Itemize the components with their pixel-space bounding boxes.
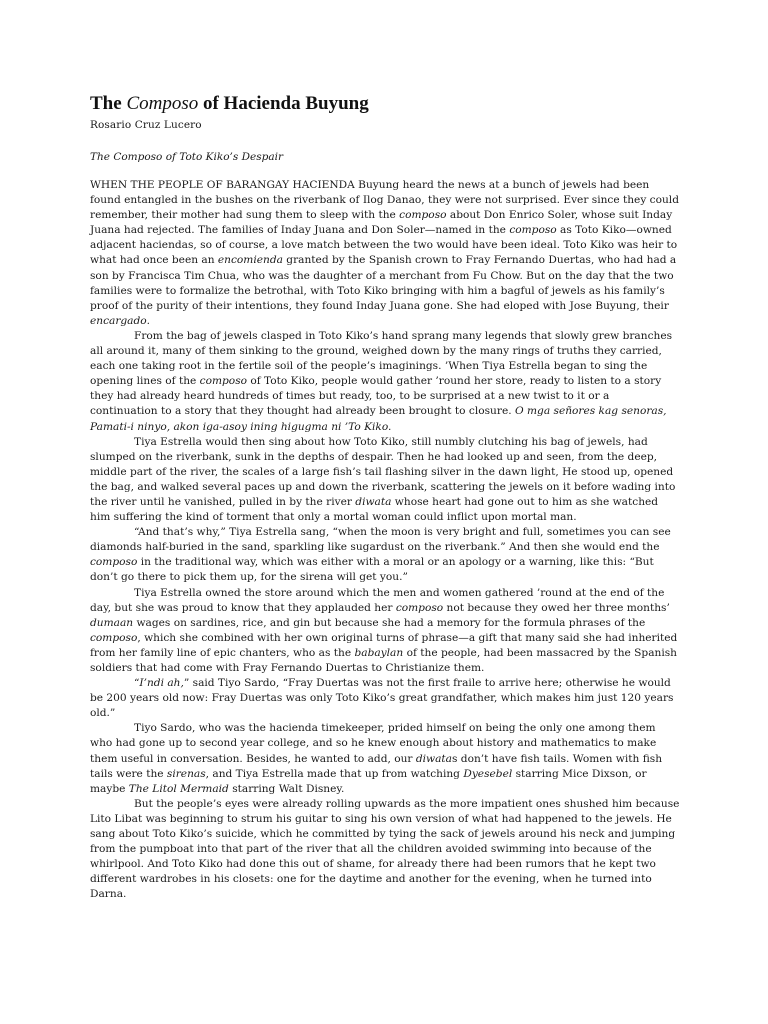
paragraph: Tiyo Sardo, who was the hacienda timekeeper, prided himself on being the only one among them who had gone up to second year college, and so he knew enough about history and mathematics to make them useful in conversation. Besides, he wanted to add, our diwatas don’t have fish tails. Women with fish tails were the sirenas, and Tiya Estrella made that up from watching Dyesebel starring Mice Dixson, or maybe The Litol Mermaid starring Walt Disney.: [90, 722, 663, 795]
paragraph: WHEN THE PEOPLE OF BARANGAY HACIENDA Buyung heard the news at a bunch of jewels had been found entangled in the bushes on the riverbank of Ilog Danao, they were not surprised. Ever since they could remember, their mother had sung them to sleep with the composo about Don Enrico Soler, whose suit Inday Juana had rejected. The families of Inday Juana and Don Soler—named in the composo as Toto Kiko—owned adjacent haciendas, so of course, a love match between the two would have been ideal. Toto Kiko was heir to what had once been an encomienda granted by the Spanish crown to Fray Fernando Duertas, who had had a son by Francisca Tim Chua, who was the daughter of a merchant from Fu Chow. But on the day that the two families were to formalize the betrothal, with Toto Kiko bringing with him a bagful of jewels as his family’s proof of the purity of their intentions, they found Inday Juana gone. She had eloped with Jose Buyung, their encargado.: [90, 179, 679, 327]
paragraph: “I’ndi ah,” said Tiyo Sardo, “Fray Duertas was not the first fraile to arrive here; otherwise he would be 200 years old now: Fray Duertas was only Toto Kiko’s great grandfather, which makes him just 120 years old.”: [90, 677, 674, 720]
paragraph: Tiya Estrella owned the store around which the men and women gathered ’round at the end of the day, but she was proud to know that they applauded her composo not because they owed her three months’ dumaan wages on sardines, rice, and gin but because she had a memory for the formula phrases of the composo, which she combined with her own original turns of phrase—a gift that many said she had inherited from her family line of epic chanters, who as the babaylan of the people, had been massacred by the Spanish soldiers that had come with Fray Fernando Duertas to Christianize them.: [90, 586, 678, 674]
author-name: Rosario Cruz Lucero: [90, 119, 202, 131]
paragraph: “And that’s why,” Tiya Estrella sang, “when the moon is very bright and full, sometimes you can see diamonds half-buried in the sand, sparkling like sugardust on the riverbank.” And then she would end the composo in the traditional way, which was either with a moral or an apology or a warning, like this: “But don’t go there to pick them up, for the sirena will get you.”: [90, 526, 671, 584]
paragraph: But the people’s eyes were already rolling upwards as the more impatient ones shushed him because Lito Libat was beginning to strum his guitar to sing his own version of what had happened to the jewels. He sang about Toto Kiko’s suicide, which he committed by tying the sack of jewels around his neck and jumping from the pumpboat into that part of the river that all the children avoided swimming into because of the whirlpool. And Toto Kiko had done this out of shame, for already there had been rumors that he kept two different wardrobes in his closets: one for the daytime and another for the evening, when he turned into Darna.: [90, 797, 680, 901]
section-subtitle: The Composo of Toto Kiko’s Despair: [90, 151, 283, 163]
document-body: [90, 178, 680, 903]
paragraph: From the bag of jewels clasped in Toto Kiko’s hand sprang many legends that slowly grew branches all around it, many of them sinking to the ground, weighed down by the many rings of truths they carried, each one taking root in the fertile soil of the people’s imaginings. ’When Tiya Estrella began to sing the opening lines of the composo of Toto Kiko, people would gather ’round her store, ready to listen to a story they had already heard hundreds of times but ready, too, to be surprised at a new twist to it or a continuation to a story that they thought had already been brought to closure. O mga señores kag senoras, Pamati-i ninyo, akon iga-asoy ining higugma ni ’To Kiko.: [90, 329, 673, 433]
document-title: The Composo of Hacienda Buyung: [90, 93, 369, 114]
paragraph: Tiya Estrella would then sing about how Toto Kiko, still numbly clutching his bag of jewels, had slumped on the riverbank, sunk in the depths of despair. Then he had looked up and seen, from the deep, middle part of the river, the scales of a large fish’s tail flashing silver in the dawn light, He stood up, opened the bag, and walked several paces up and down the riverbank, scattering the jewels on it before wading into the river until he vanished, pulled in by the river diwata whose heart had gone out to him as she watched him suffering the kind of torment that only a mortal woman could inflict upon mortal man.: [90, 435, 676, 524]
